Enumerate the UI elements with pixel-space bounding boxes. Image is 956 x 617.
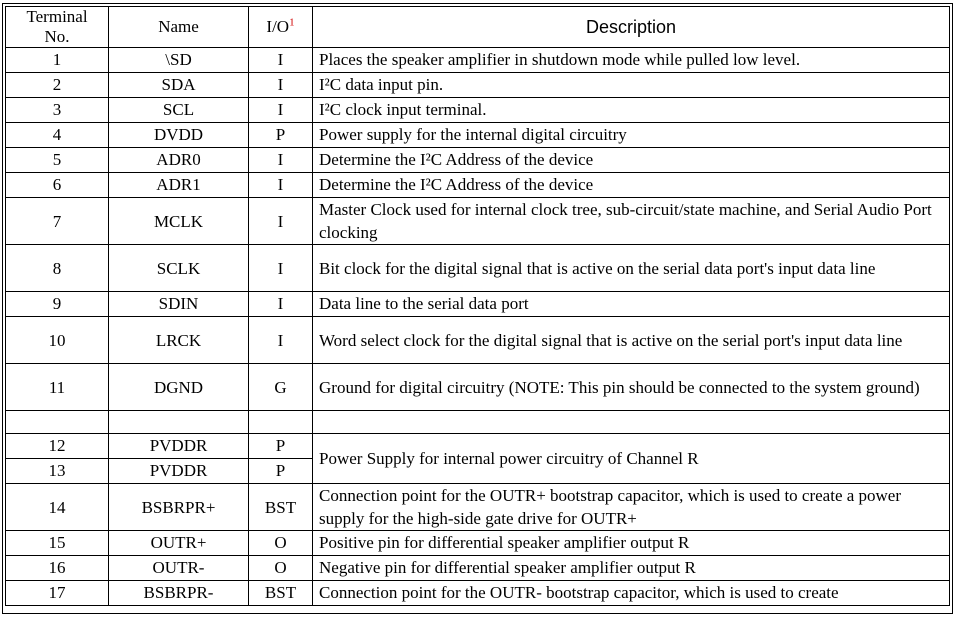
pin-description: Determine the I²C Address of the device [313,148,950,173]
pin-description-table [5,6,950,606]
pin-number: 10 [6,317,109,364]
table-row [6,556,950,581]
pin-name: BSBRPR- [109,581,249,606]
pin-number: 12 [6,434,109,459]
pin-number: 15 [6,531,109,556]
table-row-spacer [6,411,950,434]
table-header-row [6,7,950,48]
pin-description: Connection point for the OUTR+ bootstrap capacitor, which is used to create a power supply for the high-side gate drive for OUTR+ [313,484,950,531]
pin-description: Ground for digital circuitry (NOTE: This pin should be connected to the system ground) [313,364,950,411]
header-io: I/O$^1$ [249,7,313,48]
io-footnote-marker: 1 [289,16,295,29]
pin-description: I²C clock input terminal. [313,98,950,123]
pin-name: PVDDR [109,459,249,484]
pin-name: SDA [109,73,249,98]
pin-name: SCLK [109,245,249,292]
pin-number: 14 [6,484,109,531]
pin-name: PVDDR [109,434,249,459]
table-row [6,484,950,531]
pin-io: P [249,434,313,459]
pin-name: BSBRPR+ [109,484,249,531]
pin-number: 6 [6,173,109,198]
pin-number: 7 [6,198,109,245]
pin-number: 3 [6,98,109,123]
pin-io: I [249,98,313,123]
pin-io: BST [249,484,313,531]
pin-io: O [249,556,313,581]
pin-name: OUTR- [109,556,249,581]
pin-name: ADR1 [109,173,249,198]
pin-description: Data line to the serial data port [313,292,950,317]
pin-name: DGND [109,364,249,411]
pin-io: I [249,198,313,245]
pin-io: I [249,73,313,98]
pin-description: Connection point for the OUTR- bootstrap capacitor, which is used to create [313,581,950,606]
empty-cell [313,411,950,434]
table-row [6,48,950,73]
pin-description: Power supply for the internal digital circuitry [313,123,950,148]
pin-name: DVDD [109,123,249,148]
pin-io: I [249,48,313,73]
header-name: Name [109,7,249,48]
pin-description: Word select clock for the digital signal that is active on the serial port's input data line [313,317,950,364]
pin-io: G [249,364,313,411]
table-row [6,531,950,556]
pin-number: 17 [6,581,109,606]
empty-cell [6,411,109,434]
table-row [6,292,950,317]
empty-cell [249,411,313,434]
pin-number: 11 [6,364,109,411]
pin-name: ADR0 [109,148,249,173]
pin-io: I [249,173,313,198]
pin-description: Master Clock used for internal clock tree, sub-circuit/state machine, and Serial Audio Port clocking [313,198,950,245]
table-row [6,434,950,459]
pin-io: O [249,531,313,556]
empty-cell [109,411,249,434]
pin-io: P [249,123,313,148]
pin-number: 8 [6,245,109,292]
pin-number: 5 [6,148,109,173]
table-row [6,173,950,198]
pin-io: I [249,292,313,317]
pin-io: I [249,317,313,364]
pin-number: 16 [6,556,109,581]
pin-number: 13 [6,459,109,484]
pin-description: Places the speaker amplifier in shutdown mode while pulled low level. [313,48,950,73]
pin-io: I [249,148,313,173]
pin-description: Negative pin for differential speaker amplifier output R [313,556,950,581]
table-row [6,317,950,364]
table-row [6,98,950,123]
pin-number: 9 [6,292,109,317]
pin-io: P [249,459,313,484]
pin-description: Positive pin for differential speaker amplifier output R [313,531,950,556]
pin-io: BST [249,581,313,606]
pin-number: 4 [6,123,109,148]
table-row [6,198,950,245]
pin-description: Power Supply for internal power circuitry of Channel R [313,434,950,484]
pin-name: SDIN [109,292,249,317]
pin-name: MCLK [109,198,249,245]
pin-description: Bit clock for the digital signal that is active on the serial data port's input data line [313,245,950,292]
pin-number: 2 [6,73,109,98]
pin-description: I²C data input pin. [313,73,950,98]
table-row [6,581,950,606]
pin-description: Determine the I²C Address of the device [313,173,950,198]
pin-name: OUTR+ [109,531,249,556]
pin-name: \SD [109,48,249,73]
pin-io: I [249,245,313,292]
table-row [6,123,950,148]
table-row [6,364,950,411]
table-row [6,148,950,173]
header-terminal-no: Terminal No. [6,7,109,48]
pin-name: SCL [109,98,249,123]
pin-number: 1 [6,48,109,73]
table-row [6,73,950,98]
table-row [6,245,950,292]
header-description: Description [313,7,950,48]
pin-name: LRCK [109,317,249,364]
